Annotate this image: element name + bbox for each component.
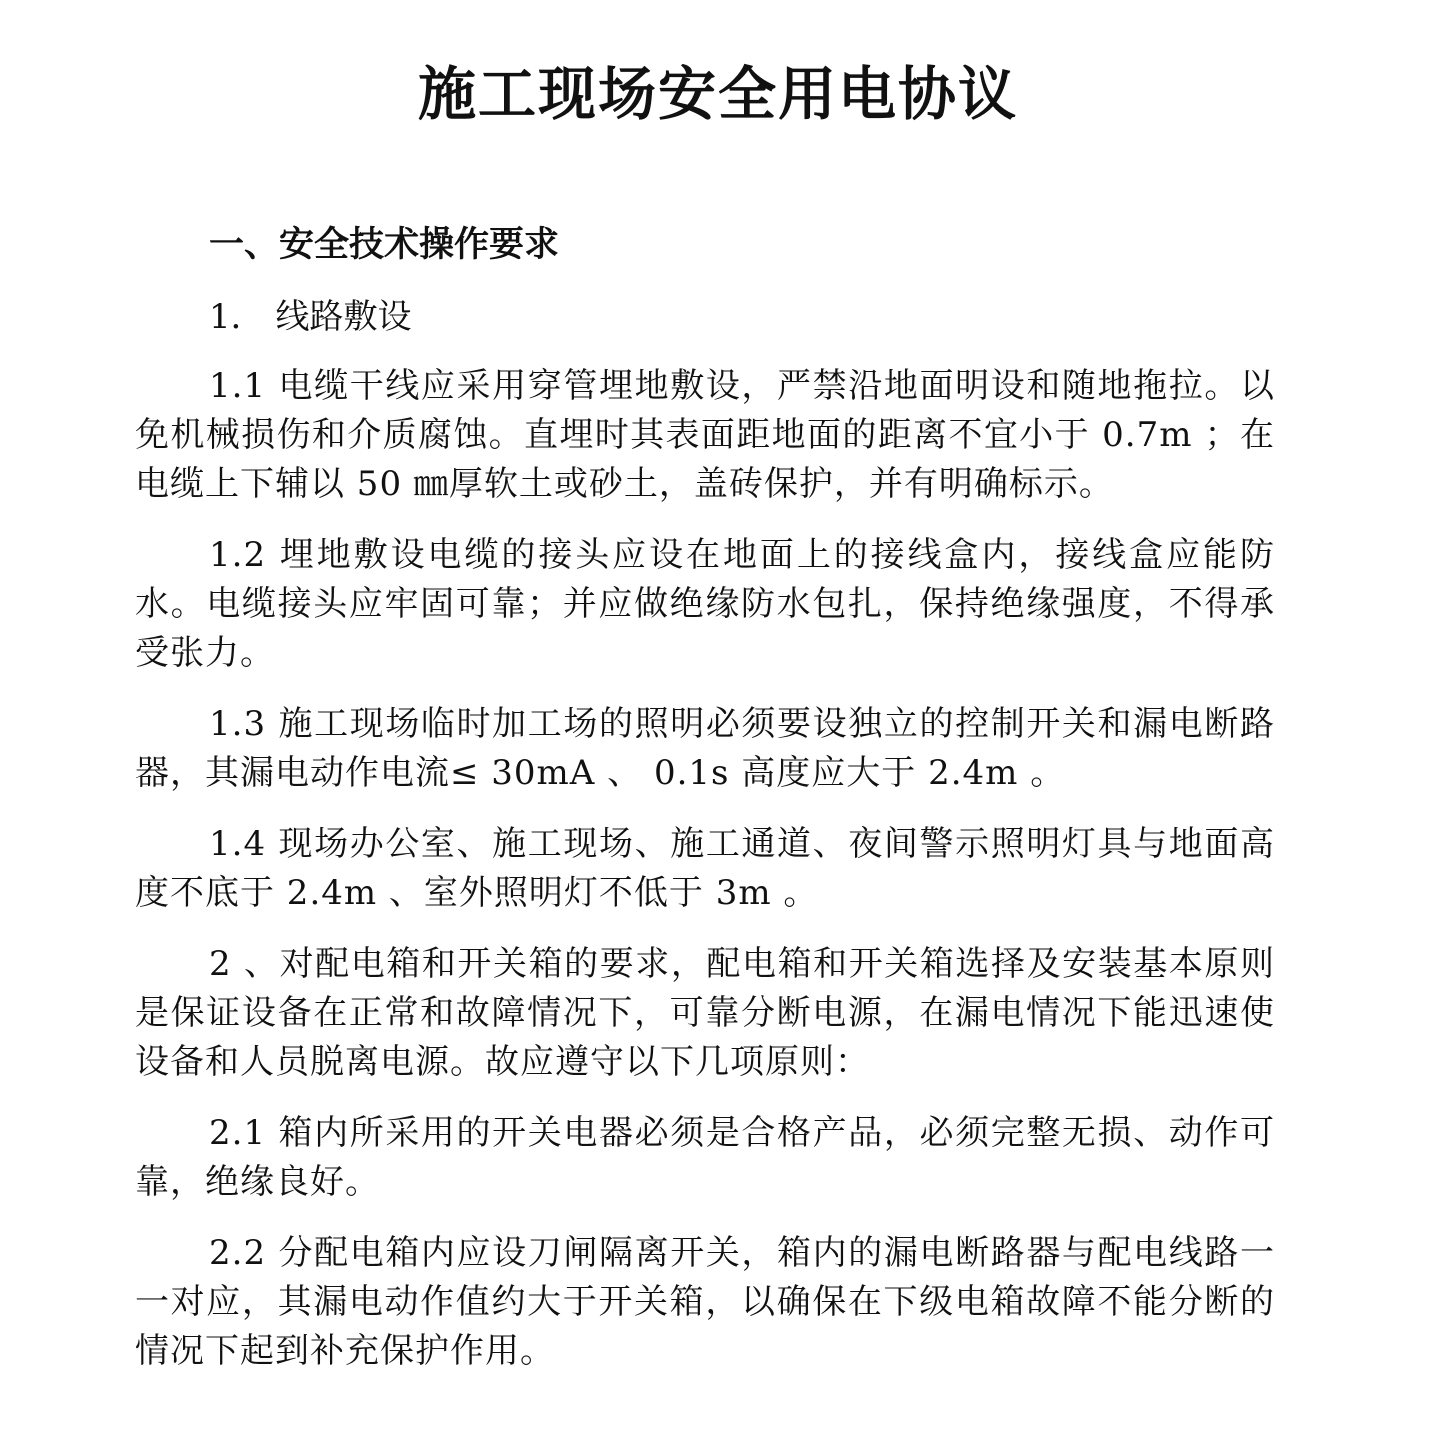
paragraph-2-2: 2.2 分配电箱内应设刀闸隔离开关，箱内的漏电断路器与配电线路一一对应，其漏电动作值约大于开关箱，以确保在下级电箱故障不能分断的情况下起到补充保护作用。 bbox=[135, 1233, 1275, 1371]
document-title: 施工现场安全用电协议 bbox=[417, 60, 1018, 128]
paragraph-1-3: 1.3 施工现场临时加工场的照明必须要设独立的控制开关和漏电断路器，其漏电动作电流≤ 30mA 、 0.1s 高度应大于 2.4m 。 bbox=[135, 704, 1275, 793]
paragraph-1-1: 1.1 电缆干线应采用穿管埋地敷设，严禁沿地面明设和随地拖拉。以免机械损伤和介质腐蚀。直埋时其表面距地面的距离不宜小于 0.7m ；在电缆上下辅以 50 ㎜厚软土或砂土，盖砖保护，并有明确标示。 bbox=[135, 366, 1275, 504]
section-heading: 一、安全技术操作要求 bbox=[209, 224, 560, 265]
paragraph-2: 2 、对配电箱和开关箱的要求，配电箱和开关箱选择及安装基本原则是保证设备在正常和故障情况下，可靠分断电源，在漏电情况下能迅速使设备和人员脱离电源。故应遵守以下几项原则： bbox=[135, 944, 1275, 1082]
paragraph-1-4: 1.4 现场办公室、施工现场、施工通道、夜间警示照明灯具与地面高度不底于 2.4m 、室外照明灯不低于 3m 。 bbox=[135, 824, 1275, 913]
paragraph-1-2: 1.2 埋地敷设电缆的接头应设在地面上的接线盒内，接线盒应能防水。电缆接头应牢固可靠；并应做绝缘防水包扎，保持绝缘强度，不得承受张力。 bbox=[135, 535, 1275, 673]
sub-heading-line-laying: 1． 线路敷设 bbox=[209, 297, 412, 337]
paragraph-2-1: 2.1 箱内所采用的开关电器必须是合格产品，必须完整无损、动作可靠，绝缘良好。 bbox=[135, 1113, 1275, 1202]
document-body bbox=[135, 218, 1275, 1376]
